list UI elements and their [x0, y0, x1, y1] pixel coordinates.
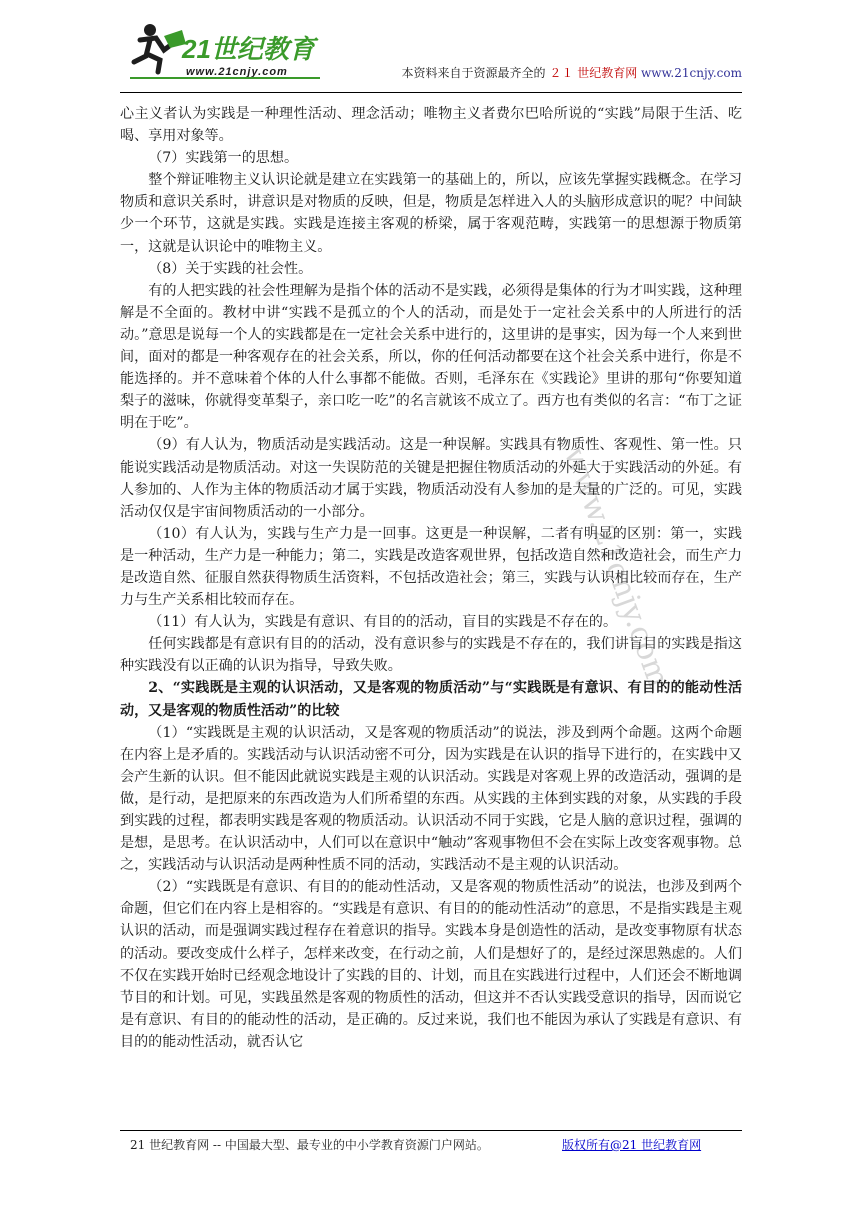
- site-logo: [120, 18, 340, 84]
- footer-divider: [120, 1130, 742, 1131]
- body-paragraph: （9）有人认为，物质活动是实践活动。这是一种误解。实践具有物质性、客观性、第一性。只能说实践活动是物质活动。对这一失误防范的关键是把握住物质活动的外延大于实践活动的外延。有人参加的、人作为主体的物质活动才属于实践，物质活动没有人参加的是大量的广泛的。可见，实践活动仅仅是宇宙间物质活动的一小部分。: [120, 437, 742, 520]
- body-paragraph: 有的人把实践的社会性理解为是指个体的活动不是实践，必须得是集体的行为才叫实践，这种理解是不全面的。教材中讲“实践不是孤立的个人的活动，而是处于一定社会关系中的人所进行的活动。”意思是说每一个人的实践都是在一定社会关系中进行的，这里讲的是事实，因为每一个人来到世间，面对的都是一种客观存在的社会关系，所以，你的任何活动都要在这个社会关系中进行，你是不能选择的。并不意味着个体的人什么事都不能做。否则，毛泽东在《实践论》里讲的那句“你要知道梨子的滋味，你就得变革梨子，亲口吃一吃”的名言就该不成立了。西方也有类似的名言：“布丁之证明在于吃”。: [120, 282, 742, 432]
- body-paragraph: （10）有人认为，实践与生产力是一回事。这更是一种误解，二者有明显的区别：第一，实践是一种活动，生产力是一种能力；第二，实践是改造客观世界，包括改造自然和改造社会，而生产力是改造自然、征服自然获得物质生活资料，不包括改造社会；第三，实践与认识相比较而存在，生产力与生产关系相比较而存在。: [120, 525, 742, 609]
- logo-graphic: [120, 18, 340, 84]
- header-note-number: ２１: [549, 66, 574, 80]
- footer-copyright-link[interactable]: 版权所有@21 世纪教育网: [562, 1138, 702, 1152]
- body-paragraph: （1）“实践既是主观的认识活动，又是客观的物质活动”的说法，涉及到两个命题。这两个命题在内容上是矛盾的。实践活动与认识活动密不可分，因为实践是在认识的指导下进行的，在实践中又会产生新的认识。但不能因此就说实践是主观的认识活动。实践是对客观上界的改造活动，强调的是做，是行动，是把原来的东西改造为人们所希望的东西。从实践的主体到实践的对象，从实践的手段到实践的过程，都表明实践是客观的物质活动。认识活动不同于实践，它是人脑的意识过程，强调的是想，是思考。在认识活动中，人们可以在意识中“触动”客观事物但不会在实际上改变客观事物。总之，实践活动与认识活动是两种性质不同的活动，实践活动不是主观的认识活动。: [120, 724, 742, 874]
- body-paragraph: 任何实践都是有意识有目的的活动，没有意识参与的实践是不存在的，我们讲盲目的实践是指这种实践没有以正确的认识为指导，导致失败。: [120, 636, 742, 675]
- page-header: [120, 18, 742, 90]
- section-heading: 2、“实践既是主观的认识活动，又是客观的物质活动”与“实践既是有意识、有目的的能动性活动，又是客观的物质性活动”的比较: [120, 680, 742, 719]
- header-note-site[interactable]: www.21cnjy.com: [641, 66, 742, 80]
- logo-brand-text: 21世纪教育: [182, 34, 315, 64]
- footer-text: 21 世纪教育网 -- 中国最大型、最专业的中小学教育资源门户网站。: [130, 1138, 489, 1152]
- body-paragraph: 整个辩证唯物主义认识论就是建立在实践第一的基础上的，所以，应该先掌握实践概念。在学习物质和意识关系时，讲意识是对物质的反映，但是，物质是怎样进入人的头脑形成意识的呢？中间缺少一个环节，这就是实践。实践是连接主客观的桥梁，属于客观范畴，实践第一的思想源于物质第一，这就是认识论中的唯物主义。: [120, 172, 742, 255]
- body-paragraph: （2）“实践既是有意识、有目的的能动性活动，又是客观的物质性活动”的说法，也涉及到两个命题，但它们在内容上是相容的。“实践是有意识、有目的的能动性活动”的意思，不是指实践是主观认识的活动，而是强调实践过程存在着意识的指导。实践本身是创造性的活动，是改变事物原有状态的活动。要改变成什么样子，怎样来改变，在行动之前，人们是想好了的，是经过深思熟虑的。人们不仅在实践开始时已经观念地设计了实践的目的、计划，而且在实践进行过程中，人们还会不断地调节目的和计划。可见，实践虽然是客观的物质性的活动，但这并不否认实践受意识的指导，因而说它是有意识、有目的的能动性的活动，是正确的。反过来说，我们也不能因为承认了实践是有意识、有目的的能动性活动，就否认它: [120, 879, 742, 1050]
- body-paragraph: 心主义者认为实践是一种理性活动、理念活动；唯物主义者费尔巴哈所说的“实践”局限于生活、吃喝、享用对象等。: [120, 106, 742, 145]
- runner-icon: [134, 24, 186, 72]
- header-note-name: 世纪教育网: [577, 66, 638, 80]
- header-divider: [120, 92, 742, 93]
- body-paragraph: （11）有人认为，实践是有意识、有目的的活动，盲目的实践是不存在的。: [148, 614, 618, 631]
- document-body: [120, 103, 742, 1053]
- body-paragraph: （8）关于实践的社会性。: [148, 260, 313, 277]
- page-footer: [130, 1137, 750, 1153]
- svg-text:www.21cnjy.com: www.21cnjy.com: [556, 442, 676, 692]
- header-note-prefix: 本资料来自于资源最齐全的: [401, 66, 546, 80]
- header-note: [402, 66, 743, 80]
- body-paragraph: （7）实践第一的思想。: [148, 150, 299, 167]
- logo-url-text: www.21cnjy.com: [186, 66, 288, 78]
